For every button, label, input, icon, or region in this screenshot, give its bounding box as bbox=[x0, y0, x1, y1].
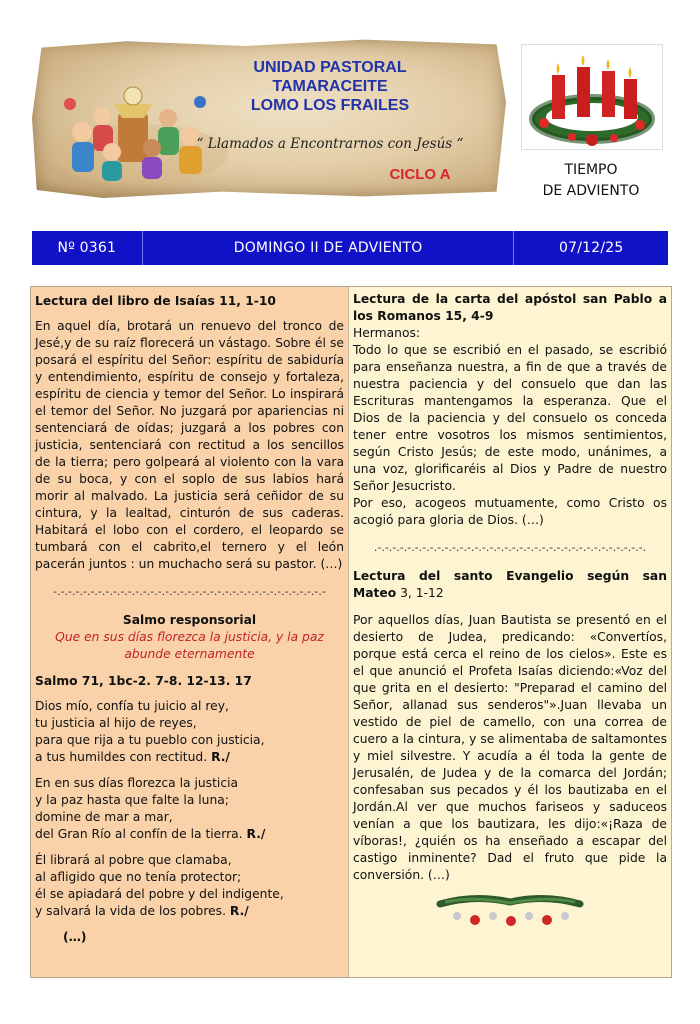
season-label bbox=[521, 160, 661, 202]
liturgical-cycle: CICLO A bbox=[389, 166, 451, 183]
children-illustration bbox=[40, 44, 240, 194]
organization-title bbox=[230, 58, 430, 115]
psalm-stanza-1 bbox=[35, 698, 344, 766]
readings-columns bbox=[30, 286, 672, 978]
issue-number: Nº 0361 bbox=[32, 231, 143, 265]
stanza-line: En en sus días florezca la justicia bbox=[35, 776, 239, 790]
second-reading-title: Lectura de la carta del apóstol san Pablo a los Romanos 15, 4-9 bbox=[353, 292, 667, 323]
sunday-title: DOMINGO II DE ADVIENTO bbox=[143, 231, 515, 265]
psalm-ellipsis: (…) bbox=[63, 930, 87, 944]
first-reading-title: Lectura del libro de Isaías 11, 1-10 bbox=[35, 294, 276, 308]
second-reading-salutation: Hermanos: bbox=[353, 326, 421, 340]
gospel-heading bbox=[353, 568, 667, 602]
first-reading-text: En aquel día, brotará un renuevo del tronco de Jesé,y de su raíz florecerá un vástago. Sobre él se posará el espíritu del Señor: espíritu de sabiduría y entendimiento, espíritu de consejo y fortaleza, espíritu de ciencia y temor del Señor. Lo inspirará el temor del Señor. No juzgará por apariencias ni sentenciará de oídas; juzgará a los pobres con justicia, sentenciará con rectitud a los sencillos de la tierra; pero golpeará al violento con la vara de su boca, y con el soplo de sus labios hará morir al malvado. La justicia será ceñidor de su cintura, y la lealtad, cinturón de sus caderas. Habitará el lobo con el cordero, el leopardo se tumbará con el cabrito,el ternero y el león pacerán juntos : un muchacho será su pastor. (…) bbox=[35, 319, 344, 571]
season-line-1: TIEMPO bbox=[564, 162, 618, 178]
info-bar bbox=[32, 231, 668, 265]
left-column bbox=[31, 287, 349, 977]
second-reading-paragraph-2: Por eso, acogeos mutuamente, como Cristo os acogió para gloria de Dios. (…) bbox=[353, 496, 667, 527]
stanza-line: él se apiadará del pobre y del indigente, bbox=[35, 887, 284, 901]
advent-wreath-image bbox=[521, 44, 663, 150]
org-line-2: TAMARACEITE bbox=[272, 78, 388, 95]
season-line-2: DE ADVIENTO bbox=[542, 183, 640, 199]
org-line-3: LOMO LOS FRAILES bbox=[250, 97, 410, 114]
stanza-line: Él librará al pobre que clamaba, bbox=[35, 853, 232, 867]
gospel-reference: 3, 1-12 bbox=[396, 586, 444, 600]
stanza-line: para que rija a tu pueblo con justicia, bbox=[35, 733, 265, 747]
right-column bbox=[349, 287, 671, 977]
org-line-1: UNIDAD PASTORAL bbox=[253, 59, 407, 76]
response-mark: R./ bbox=[211, 750, 230, 764]
psalm-stanza-3 bbox=[35, 852, 344, 920]
motto: “ Llamados a Encontrarnos con Jesús “ bbox=[196, 136, 464, 152]
stanza-line: domine de mar a mar, bbox=[35, 810, 173, 824]
psalm-reference: Salmo 71, 1bc-2. 7-8. 12-13. 17 bbox=[35, 674, 252, 688]
psalm-stanza-2 bbox=[35, 775, 344, 843]
section-divider: -.-.-.-.-.-.-.-.-.-.-.-.-.-.-.-.-.-.-.-.-.-.-.-.-.-.-.-.-.-.-.-.-.-.-.-.- bbox=[53, 585, 326, 598]
stanza-line: tu justicia al hijo de reyes, bbox=[35, 716, 197, 730]
stanza-line: al afligido que no tenía protector; bbox=[35, 870, 242, 884]
gospel-text: Por aquellos días, Juan Bautista se presentó en el desierto de Judea, predicando: «Convertíos, porque está cerca el reino de los cielos». Este es el que anunció el Profeta Isaías diciendo:«Voz del que grita en el desierto: "Preparad el camino del Señor, allanad sus senderos"».Juan llevaba un vestido de piel de camello, con una correa de cuero a la cintura, y se alimentaba de saltamontes y miel silvestre. Y acudía a él toda la gente de Jerusalén, de Judea y de la comarca del Jordán; confesaban sus pecados y él los bautizaba en el Jordán.Al ver que muchos fariseos y saduceos venían a que los bautizara, les dijo:«¡Raza de víboras!, ¿quién os ha enseñado a escapar del castigo inminente? Dad el fruto que pide la conversión. (…) bbox=[353, 613, 667, 882]
stanza-line-last: del Gran Río al confín de la tierra. R./ bbox=[35, 827, 266, 841]
response-mark: R./ bbox=[229, 904, 249, 918]
stanza-line: y la paz hasta que falte la luna; bbox=[35, 793, 229, 807]
issue-date: 07/12/25 bbox=[559, 240, 624, 256]
psalm-response: Que en sus días florezca la justicia, y la paz abunde eternamente bbox=[55, 630, 324, 661]
section-divider: .-.-.-.-.-.-.-.-.-.-.-.-.-.-.-.-.-.-.-.-.-.-.-.-.-.-.-.-.-.-.-.-.-.-.-.-. bbox=[373, 541, 647, 554]
stanza-line: Dios mío, confía tu juicio al rey, bbox=[35, 699, 229, 713]
psalm-title: Salmo responsorial bbox=[122, 613, 257, 627]
second-reading-paragraph-1: Todo lo que se escribió en el pasado, se escribió para enseñanza nuestra, a fin de que a través de nuestra paciencia y del consuelo que dan las Escrituras mantengamos la esperanza. Que el Dios de la paciencia y del consuelo os conceda tener entre vosotros los mismos sentimientos, según Cristo Jesús; de este modo, unánimes, a una voz, glorificaréis al Dios y Padre de nuestro Señor Jesucristo. bbox=[353, 343, 667, 493]
stanza-line-last: y salvará la vida de los pobres. R./ bbox=[35, 904, 249, 918]
pine-garland-decoration bbox=[435, 890, 585, 932]
stanza-line-last: a tus humildes con rectitud. R./ bbox=[35, 750, 230, 764]
response-mark: R./ bbox=[246, 827, 266, 841]
gospel-title: Lectura del santo Evangelio según san Mateo bbox=[353, 569, 667, 600]
